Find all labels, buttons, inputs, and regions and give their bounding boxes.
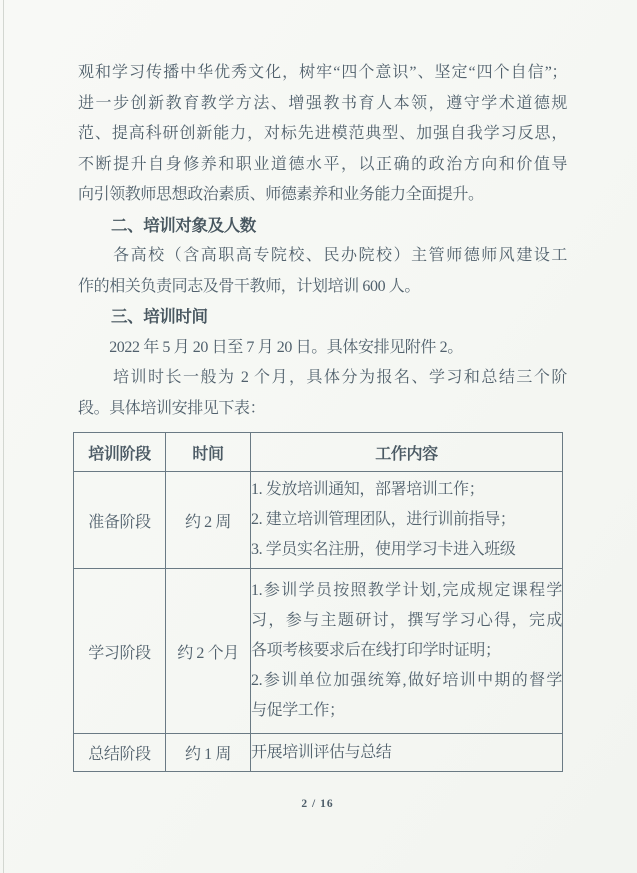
body-text-line: 进一步创新教育教学方法、增强教书育人本领，遵守学术道德规 — [78, 94, 567, 112]
body-text-line: 不断提升自身修养和职业道德水平，以正确的政治方向和价值导 — [78, 155, 567, 173]
body-text-line: 各高校（含高职高专院校、民办院校）主管师德师风建设工 — [78, 247, 567, 264]
table-header-row — [74, 433, 563, 472]
content-line: 3. 学员实名注册，使用学习卡进入班级 — [251, 541, 516, 558]
document-body — [78, 58, 567, 424]
time-cell: 约 2 周 — [166, 472, 251, 569]
table-row-summary-stage — [74, 734, 563, 772]
body-text-line: 培训时长一般为 2 个月，具体分为报名、学习和总结三个阶 — [78, 369, 567, 386]
section-heading-time: 三、培训时间 — [111, 308, 208, 326]
stage-cell: 总结阶段 — [74, 734, 166, 772]
content-line: 1.参训学员按照教学计划,完成规定课程学 — [251, 582, 562, 599]
time-cell: 约 2 个月 — [166, 569, 251, 734]
table-row-learning-stage — [74, 569, 563, 734]
table-header-time: 时间 — [166, 433, 251, 472]
page-number: 2 / 16 — [301, 798, 334, 810]
content-line: 2. 建立培训管理团队，进行训前指导； — [251, 511, 516, 528]
body-text-line: 观和学习传播中华优秀文化，树牢“四个意识”、坚定“四个自信”； — [78, 64, 567, 81]
time-cell: 约 1 周 — [166, 734, 251, 772]
table-header-content: 工作内容 — [251, 433, 563, 472]
content-line: 2.参训单位加强统筹,做好培训中期的督学 — [251, 672, 562, 689]
training-schedule-table — [73, 432, 563, 772]
work-content-cell — [251, 734, 563, 772]
content-line: 与促学工作； — [251, 702, 345, 719]
content-line: 各项考核要求后在线打印学时证明； — [251, 642, 501, 659]
body-text-line: 作的相关负责同志及骨干教师，计划培训 600 人。 — [78, 277, 421, 295]
content-line: 习，参与主题研讨，撰写学习心得，完成 — [251, 612, 562, 629]
body-text-line: 向引领教师思想政治素质、师德素养和业务能力全面提升。 — [78, 186, 484, 203]
work-content-cell — [251, 569, 563, 734]
body-text-line: 范、提高科研创新能力，对标先进模范典型、加强自我学习反思， — [78, 125, 567, 142]
section-heading-audience: 二、培训对象及人数 — [111, 216, 256, 235]
table-header-stage: 培训阶段 — [74, 433, 166, 472]
scan-edge-line — [3, 0, 4, 873]
content-line: 开展培训评估与总结 — [251, 743, 392, 761]
stage-cell: 准备阶段 — [74, 472, 166, 569]
body-text-line: 2022 年 5 月 20 日至 7 月 20 日。具体安排见附件 2。 — [78, 338, 463, 356]
content-line: 1. 发放培训通知，部署培训工作； — [251, 481, 485, 498]
table-row-preparation-stage — [74, 472, 563, 569]
work-content-cell — [251, 472, 563, 569]
stage-cell: 学习阶段 — [74, 569, 166, 734]
body-text-line: 段。具体培训安排见下表： — [78, 399, 266, 417]
